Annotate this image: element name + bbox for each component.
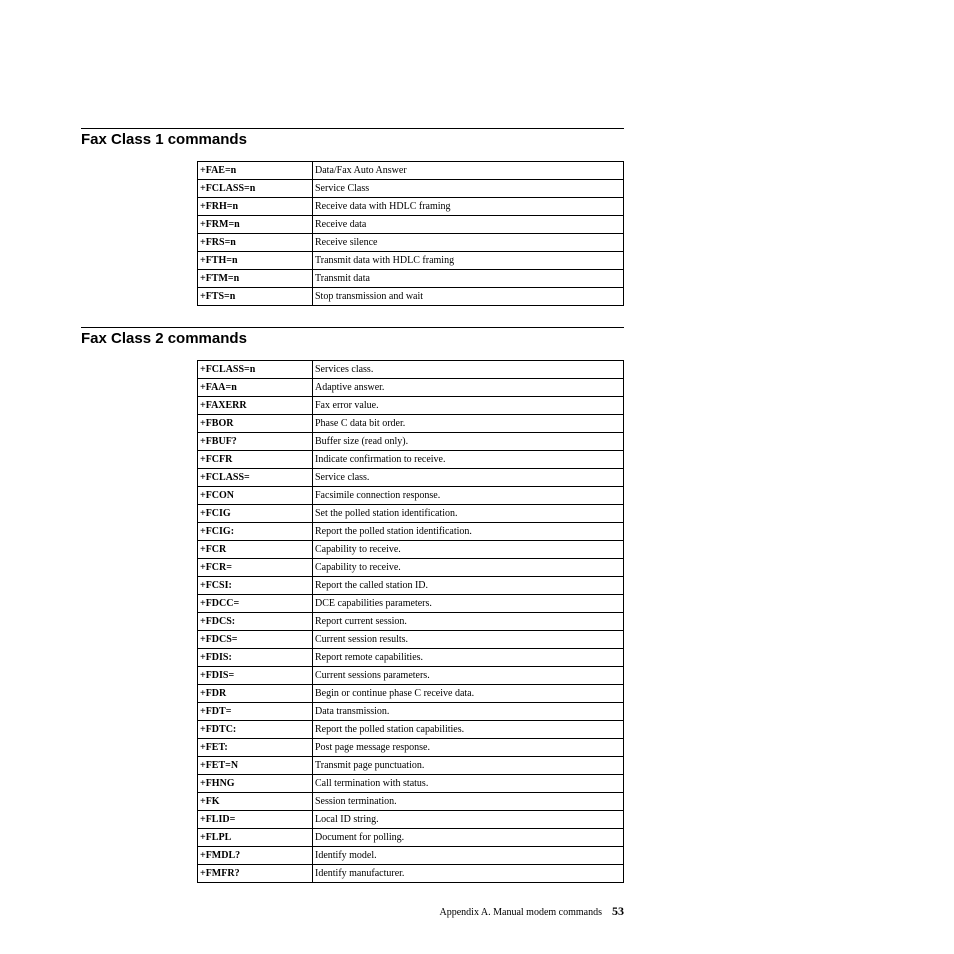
description-cell: Capability to receive.	[313, 559, 624, 577]
description-cell: Post page message response.	[313, 739, 624, 757]
command-cell: +FHNG	[198, 775, 313, 793]
description-cell: Receive silence	[313, 234, 624, 252]
table-row	[198, 631, 624, 649]
command-cell: +FDIS:	[198, 649, 313, 667]
description-cell: Report the polled station identification.	[313, 523, 624, 541]
description-cell: Call termination with status.	[313, 775, 624, 793]
description-cell: Phase C data bit order.	[313, 415, 624, 433]
description-cell: Indicate confirmation to receive.	[313, 451, 624, 469]
command-cell: +FDTC:	[198, 721, 313, 739]
table-row	[198, 288, 624, 306]
description-cell: Report remote capabilities.	[313, 649, 624, 667]
description-cell: Set the polled station identification.	[313, 505, 624, 523]
command-cell: +FBOR	[198, 415, 313, 433]
command-cell: +FCLASS=n	[198, 361, 313, 379]
table-row	[198, 397, 624, 415]
description-cell: Receive data	[313, 216, 624, 234]
table-row	[198, 270, 624, 288]
description-cell: Service Class	[313, 180, 624, 198]
command-cell: +FCLASS=n	[198, 180, 313, 198]
table-row	[198, 541, 624, 559]
table-row	[198, 685, 624, 703]
table-row	[198, 613, 624, 631]
table-row	[198, 649, 624, 667]
description-cell: Data transmission.	[313, 703, 624, 721]
description-cell: Current session results.	[313, 631, 624, 649]
description-cell: Identify manufacturer.	[313, 865, 624, 883]
command-cell: +FCR	[198, 541, 313, 559]
command-cell: +FRS=n	[198, 234, 313, 252]
table-row	[198, 667, 624, 685]
table-row	[198, 757, 624, 775]
description-cell: Session termination.	[313, 793, 624, 811]
table-row	[198, 216, 624, 234]
table-row	[198, 829, 624, 847]
command-cell: +FDIS=	[198, 667, 313, 685]
command-cell: +FRH=n	[198, 198, 313, 216]
command-cell: +FMDL?	[198, 847, 313, 865]
command-cell: +FDCS:	[198, 613, 313, 631]
description-cell: Report current session.	[313, 613, 624, 631]
command-cell: +FCSI:	[198, 577, 313, 595]
table-row	[198, 379, 624, 397]
table-row	[198, 577, 624, 595]
command-cell: +FTH=n	[198, 252, 313, 270]
command-cell: +FAXERR	[198, 397, 313, 415]
description-cell: Current sessions parameters.	[313, 667, 624, 685]
command-cell: +FET:	[198, 739, 313, 757]
command-cell: +FAE=n	[198, 162, 313, 180]
footer-text: Appendix A. Manual modem commands	[439, 907, 602, 918]
table-row	[198, 865, 624, 883]
command-cell: +FET=N	[198, 757, 313, 775]
table-row	[198, 721, 624, 739]
table-row	[198, 180, 624, 198]
table-row	[198, 361, 624, 379]
description-cell: Data/Fax Auto Answer	[313, 162, 624, 180]
page-footer	[430, 902, 624, 920]
command-cell: +FTM=n	[198, 270, 313, 288]
table-row	[198, 793, 624, 811]
command-cell: +FCR=	[198, 559, 313, 577]
command-cell: +FCIG	[198, 505, 313, 523]
table-row	[198, 234, 624, 252]
table-row	[198, 198, 624, 216]
class2-commands-table	[197, 360, 624, 883]
command-cell: +FDT=	[198, 703, 313, 721]
description-cell: Receive data with HDLC framing	[313, 198, 624, 216]
description-cell: Fax error value.	[313, 397, 624, 415]
description-cell: Services class.	[313, 361, 624, 379]
description-cell: Transmit data	[313, 270, 624, 288]
table-row	[198, 595, 624, 613]
description-cell: Facsimile connection response.	[313, 487, 624, 505]
command-cell: +FCFR	[198, 451, 313, 469]
table-row	[198, 252, 624, 270]
description-cell: Identify model.	[313, 847, 624, 865]
table-row	[198, 523, 624, 541]
description-cell: Document for polling.	[313, 829, 624, 847]
command-cell: +FLID=	[198, 811, 313, 829]
description-cell: Buffer size (read only).	[313, 433, 624, 451]
table-row	[198, 739, 624, 757]
description-cell: Local ID string.	[313, 811, 624, 829]
command-cell: +FCON	[198, 487, 313, 505]
page-number: 53	[612, 904, 624, 918]
command-cell: +FDCS=	[198, 631, 313, 649]
command-cell: +FRM=n	[198, 216, 313, 234]
table-row	[198, 451, 624, 469]
command-cell: +FCLASS=	[198, 469, 313, 487]
table-row	[198, 559, 624, 577]
description-cell: Adaptive answer.	[313, 379, 624, 397]
table-row	[198, 415, 624, 433]
description-cell: Stop transmission and wait	[313, 288, 624, 306]
command-cell: +FLPL	[198, 829, 313, 847]
class1-commands-table	[197, 161, 624, 306]
description-cell: Capability to receive.	[313, 541, 624, 559]
table-row	[198, 433, 624, 451]
section-rule-class2	[81, 327, 624, 328]
section-title-class2: Fax Class 2 commands	[81, 330, 247, 347]
section-title-class1: Fax Class 1 commands	[81, 131, 247, 148]
description-cell: Transmit data with HDLC framing	[313, 252, 624, 270]
table-row	[198, 487, 624, 505]
description-cell: Report the polled station capabilities.	[313, 721, 624, 739]
table-row	[198, 162, 624, 180]
description-cell: Transmit page punctuation.	[313, 757, 624, 775]
command-cell: +FTS=n	[198, 288, 313, 306]
description-cell: Begin or continue phase C receive data.	[313, 685, 624, 703]
table-row	[198, 811, 624, 829]
section-rule-class1	[81, 128, 624, 129]
command-cell: +FBUF?	[198, 433, 313, 451]
command-cell: +FK	[198, 793, 313, 811]
command-cell: +FAA=n	[198, 379, 313, 397]
command-cell: +FMFR?	[198, 865, 313, 883]
command-cell: +FDR	[198, 685, 313, 703]
table-row	[198, 703, 624, 721]
description-cell: DCE capabilities parameters.	[313, 595, 624, 613]
command-cell: +FDCC=	[198, 595, 313, 613]
table-row	[198, 505, 624, 523]
command-cell: +FCIG:	[198, 523, 313, 541]
table-row	[198, 469, 624, 487]
table-row	[198, 775, 624, 793]
description-cell: Service class.	[313, 469, 624, 487]
table-row	[198, 847, 624, 865]
description-cell: Report the called station ID.	[313, 577, 624, 595]
